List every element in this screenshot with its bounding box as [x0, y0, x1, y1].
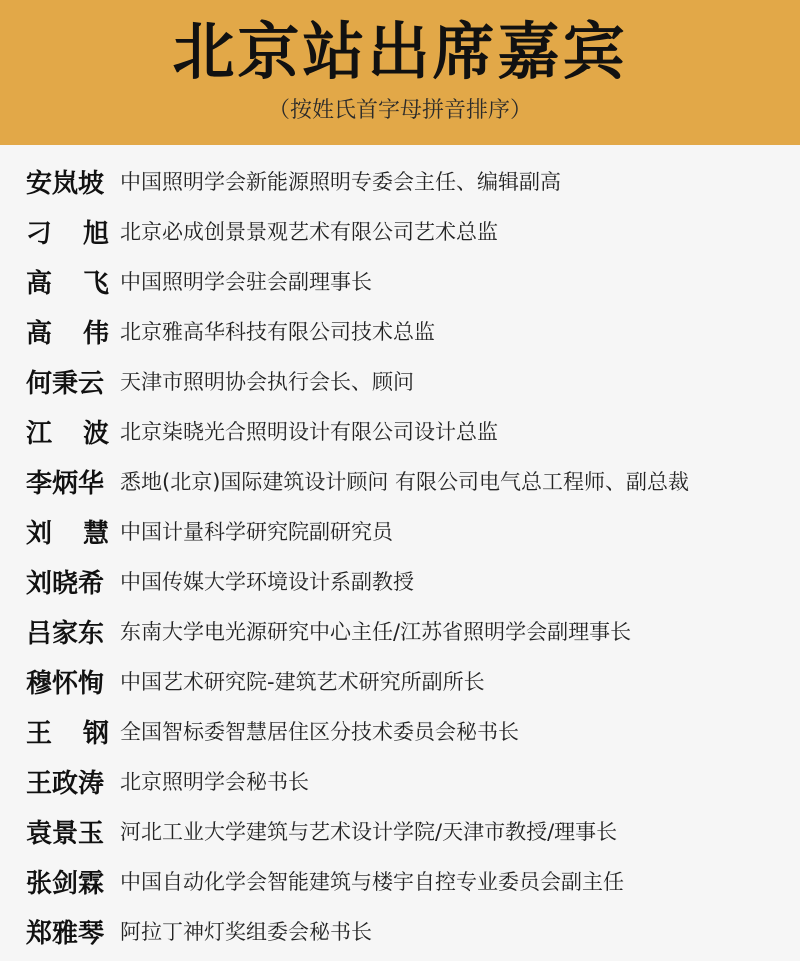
- guest-name: [26, 713, 109, 750]
- guest-name: 郑雅琴: [26, 918, 105, 949]
- guest-title: 阿拉丁神灯奖组委会秘书长: [120, 920, 372, 944]
- guest-row: [0, 156, 800, 206]
- guest-title: 中国照明学会新能源照明专委会主任、编辑副高: [120, 170, 561, 194]
- guest-name-char: 旭: [82, 218, 109, 249]
- guest-title: 中国艺术研究院-建筑艺术研究所副所长: [120, 670, 485, 694]
- guest-name-char: 江: [26, 418, 53, 449]
- guest-name-char: 高: [26, 268, 53, 299]
- guest-name-char: 伟: [82, 318, 109, 349]
- guest-name-char: 刘: [26, 518, 53, 549]
- guest-row: [0, 806, 800, 856]
- guest-title: 东南大学电光源研究中心主任/江苏省照明学会副理事长: [120, 620, 632, 644]
- guest-row: [0, 706, 800, 756]
- guest-title: 北京照明学会秘书长: [120, 770, 309, 794]
- guest-name: 刘晓希: [26, 568, 105, 599]
- guest-name: 张剑霖: [26, 868, 105, 899]
- guest-title: 中国照明学会驻会副理事长: [120, 270, 372, 294]
- guest-title: 中国计量科学研究院副研究员: [120, 520, 393, 544]
- guest-title: 天津市照明协会执行会长、顾问: [120, 370, 414, 394]
- guest-row: [0, 906, 800, 956]
- guest-list: [0, 156, 800, 956]
- guest-name-char: 慧: [82, 518, 109, 549]
- guest-name-char: 王: [26, 718, 53, 749]
- guest-row: [0, 206, 800, 256]
- guest-row: [0, 656, 800, 706]
- guest-row: [0, 756, 800, 806]
- guest-row: [0, 856, 800, 906]
- header-banner: [0, 0, 800, 145]
- guest-row: [0, 256, 800, 306]
- guest-name-char: 飞: [82, 268, 109, 299]
- guest-row: [0, 356, 800, 406]
- guest-name: [26, 513, 109, 550]
- page-subtitle: （按姓氏首字母拼音排序）: [267, 98, 532, 123]
- guest-title: 全国智标委智慧居住区分技术委员会秘书长: [120, 720, 519, 744]
- guest-name-char: 波: [82, 418, 109, 449]
- guest-name: 王政涛: [26, 768, 105, 799]
- guest-name: [26, 413, 109, 450]
- guest-row: [0, 506, 800, 556]
- page-title: 北京站出席嘉宾: [172, 15, 628, 88]
- guest-name: [26, 313, 109, 350]
- guest-title: 北京必成创景景观艺术有限公司艺术总监: [120, 220, 498, 244]
- guest-row: [0, 606, 800, 656]
- guest-title: 中国传媒大学环境设计系副教授: [120, 570, 414, 594]
- guest-row: [0, 406, 800, 456]
- guest-title: 北京柒晓光合照明设计有限公司设计总监: [120, 420, 498, 444]
- guest-name: 穆怀恂: [26, 668, 105, 699]
- guest-title: 中国自动化学会智能建筑与楼宇自控专业委员会副主任: [120, 870, 624, 894]
- guest-name: [26, 263, 109, 300]
- guest-name-char: 高: [26, 318, 53, 349]
- guest-title: 北京雅高华科技有限公司技术总监: [120, 320, 435, 344]
- guest-row: [0, 556, 800, 606]
- guest-title: 悉地(北京)国际建筑设计顾问 有限公司电气总工程师、副总裁: [120, 470, 690, 494]
- guest-name: 安岚坡: [26, 168, 105, 199]
- guest-name: 吕家东: [26, 618, 105, 649]
- guest-title: 河北工业大学建筑与艺术设计学院/天津市教授/理事长: [120, 820, 618, 844]
- guest-name-char: 钢: [82, 718, 109, 749]
- guest-name: [26, 213, 109, 250]
- guest-row: [0, 456, 800, 506]
- guest-name: 何秉云: [26, 368, 105, 399]
- guest-row: [0, 306, 800, 356]
- guest-name: 李炳华: [26, 468, 105, 499]
- guest-name-char: 刁: [26, 218, 53, 249]
- guest-name: 袁景玉: [26, 818, 105, 849]
